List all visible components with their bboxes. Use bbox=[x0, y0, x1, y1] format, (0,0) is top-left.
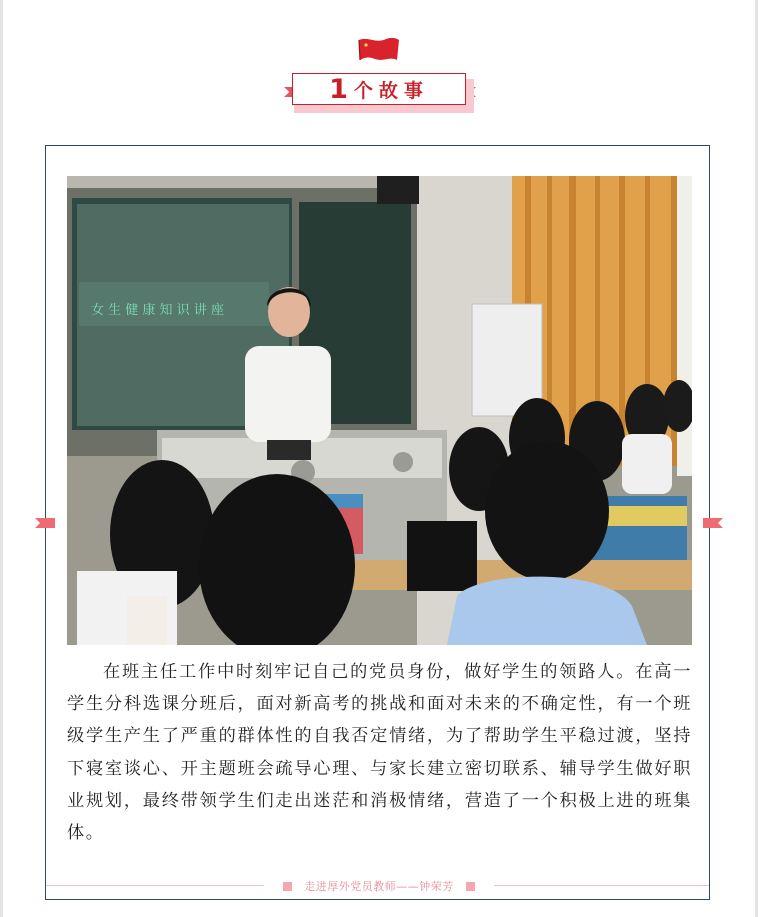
side-tab-right bbox=[703, 518, 723, 528]
page-edge-left bbox=[0, 0, 3, 917]
title-box bbox=[292, 73, 466, 105]
screen-text: 女 生 健 康 知 识 讲 座 bbox=[91, 303, 224, 318]
section-title bbox=[282, 71, 478, 117]
side-tab-left bbox=[35, 518, 55, 528]
classroom-photo bbox=[67, 176, 692, 645]
red-flag-icon bbox=[356, 34, 402, 64]
title-number: 1 bbox=[329, 73, 348, 105]
footer-square-left-icon bbox=[283, 882, 292, 891]
footer-caption bbox=[264, 876, 494, 896]
story-paragraph: 在班主任工作中时刻牢记自己的党员身份，做好学生的领路人。在高一学生分科选课分班后，面对新高考的挑战和面对未来的不确定性，有一个班级学生产生了严重的群体性的自我否定情绪，为了帮助学生平稳过渡，坚持下寝室谈心、开主题班会疏导心理、与家长建立密切联系、辅导学生做好职业规划，最终带领学生们走出迷茫和消极情绪，营造了一个积极上进的班集体。 bbox=[67, 662, 692, 844]
footer-caption-text: 走进厚外党员教师——钟荣芳 bbox=[304, 880, 454, 893]
footer-square-right-icon bbox=[466, 882, 475, 891]
title-text: 个故事 bbox=[353, 79, 429, 102]
